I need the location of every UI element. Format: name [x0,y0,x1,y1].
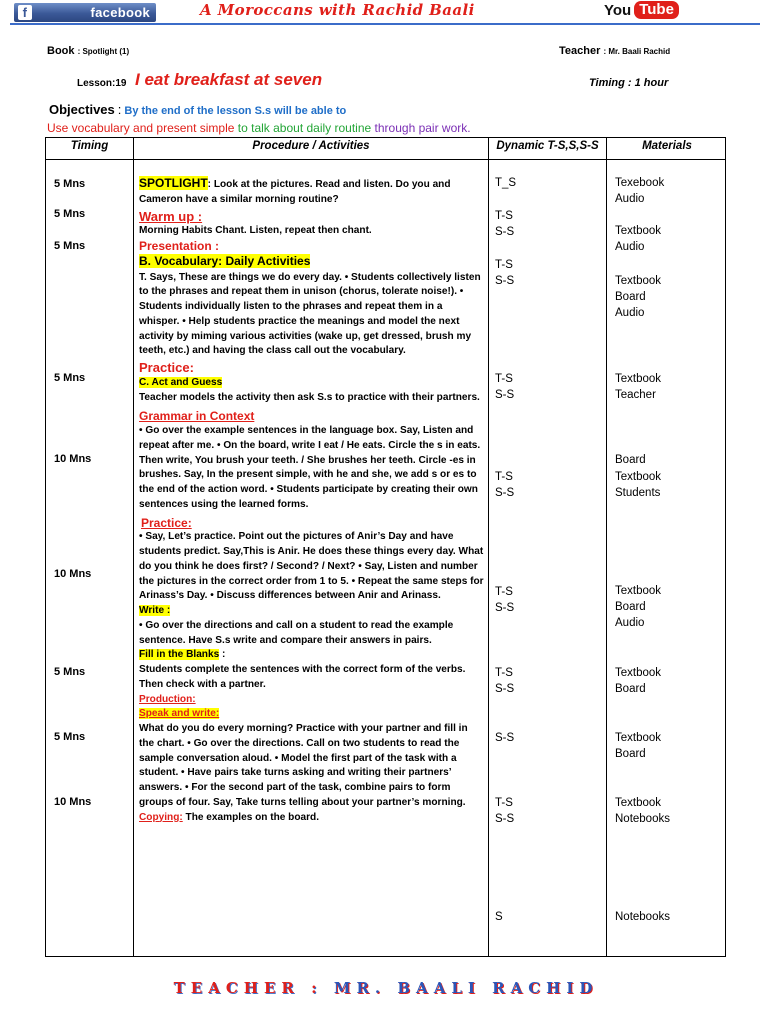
material-cell: Textbook [615,225,662,237]
book-value: : Spotlight (1) [77,47,130,56]
grammar-text: • Go over the example sentences in the language box. Say, Listen and repeat after me. • On the board, write I eat / He eats. Circle the s in eats. Then write, You brush your teeth. / She brushes her teeth. Circle -es in brushes. Say, In the present simple, with he and she, we add s or es to the end of the action word. • Students participate by creating their own sentences using the learned forms. [139,425,481,510]
time-cell: 10 Mns [54,796,92,808]
material-cell: Texebook [615,177,665,189]
teacher-info [559,45,670,57]
dynamic-cell: S-S [495,732,515,744]
time-cell: 5 Mns [54,372,86,384]
dynamic-cell: T-S [495,471,513,483]
objective-part-2: to talk about daily routine [234,121,372,135]
header-procedure: Procedure / Activities [252,140,370,152]
material-cell: Board [615,601,646,613]
speak-write-label: Speak and write: [139,708,220,720]
dynamic-cell: T_S [495,177,517,189]
book-info [47,45,129,57]
dynamic-cell: T-S [495,373,513,385]
material-cell: Audio [615,307,645,319]
book-label: Book [47,45,75,57]
time-cell: 5 Mns [54,208,86,220]
material-cell: Notebooks [615,911,670,923]
objectives-heading [49,102,346,117]
material-cell: Notebooks [615,813,670,825]
youtube-tube-text: Tube [634,1,679,19]
speak-write-text: What do you do every morning? Practice with your partner and fill in the chart. • Go over the directions. Call on two students to read the sample conversation aloud. • Model the first part of the task with a student. • Have pairs take turns asking and writing their partners’ answers. • For the second part of the task, combine pairs to form groups of four. Say, Take turns telling about your partner’s morning. [139,723,468,808]
lesson-number: Lesson:19 [77,78,127,89]
spotlight-block [139,176,485,208]
dynamic-cell: S [495,911,503,923]
dynamic-cell: S-S [495,226,515,238]
dynamic-cell: T-S [495,797,513,809]
practice-2-text: • Say, Let’s practice. Point out the pictures of Anir’s Day and have students predict. Say,This is Anir. He does these things every day. What do you think he does first? / Second? / Next? • Say, Listen and number the pictures in the correct order from 1 to 5. • Repeat the same steps for Arinass’s Day. • Discuss differences between Anir and Arinass. [139,531,484,602]
copying-text: The examples on the board. [182,811,320,823]
spotlight-text: : Look at the pictures. Read and listen. Do you and Cameron have a similar morning routine? [139,179,451,205]
practice-label: Practice: [139,360,194,375]
header-dynamic: Dynamic T-S,S,S-S [496,140,599,152]
header-divider [10,23,760,25]
footer-teacher-name: MR. BAALI RACHID [333,979,599,997]
time-cell: 5 Mns [54,240,86,252]
fill-blanks-text: Students complete the sentences with the correct form of the verbs. Then check with a partner. [139,664,466,690]
time-cell: 5 Mns [54,178,86,190]
presentation-label: Presentation : [139,239,220,253]
material-cell: Board [615,291,646,303]
objectives-label: Objectives [49,102,115,117]
teacher-label: Teacher [559,45,601,57]
facebook-label: facebook [90,5,150,20]
material-cell: Textbook [615,471,662,483]
time-cell: 5 Mns [54,731,86,743]
lesson-title: I eat breakfast at seven [135,70,323,89]
facebook-f-icon: f [18,5,32,20]
dynamic-cell: T-S [495,586,513,598]
vocabulary-label: B. Vocabulary: Daily Activities [139,253,311,268]
objectives-statement [47,121,471,135]
objective-part-1: Use vocabulary and present simple [47,121,235,135]
dynamic-cell: S-S [495,813,515,825]
spotlight-label: SPOTLIGHT [139,176,208,190]
dynamic-cell: T-S [495,259,513,271]
lesson-timing: Timing : 1 hour [589,77,669,89]
header-materials: Materials [642,140,692,152]
youtube-you-text: You [604,1,632,19]
material-cell: Board [615,683,646,695]
header-timing: Timing [70,140,109,152]
production-label: Production: [139,693,196,705]
material-cell: Textbook [615,667,662,679]
dynamic-cell: T-S [495,667,513,679]
warmup-label: Warm up : [139,208,203,224]
act-guess-text: Teacher models the activity then ask S.s to practice with their partners. [139,391,480,403]
footer-teacher-banner [30,979,742,997]
material-cell: Textbook [615,373,662,385]
material-cell: Board [615,454,646,466]
procedure-cell [139,176,485,825]
write-label: Write : [139,605,171,616]
objectives-intro: By the end of the lesson S.s will be able to [124,105,347,117]
time-cell: 10 Mns [54,453,92,465]
fill-blanks-colon: : [219,649,226,661]
vocabulary-text: T. Says, These are things we do every day. • Students collectively listen to the phrases and repeat them in unison (chorus, tolerate noise!). • Students individually listen to the phrases and repeat them in a whisper. • Help students practice the meanings and model the next activity by miming various activities (wake up, get dressed, brush my teeth, etc.) and having the class call out the vocabulary. [139,271,481,357]
material-cell: Textbook [615,275,662,287]
practice-2-label: Practice: [141,515,192,530]
time-cell: 10 Mns [54,568,92,580]
column-divider [606,138,607,956]
header-row-divider [46,159,725,160]
material-cell: Textbook [615,585,662,597]
copying-label: Copying: [139,811,183,823]
column-divider [133,138,134,956]
material-cell: Audio [615,241,645,253]
dynamic-cell: S-S [495,389,515,401]
fill-blanks-label: Fill in the Blanks [139,649,220,661]
objective-part-3: through pair work. [371,121,471,135]
grammar-label: Grammar in Context [139,409,255,424]
column-divider [488,138,489,956]
material-cell: Textbook [615,732,662,744]
act-guess-label: C. Act and Guess [139,376,223,388]
dynamic-cell: S-S [495,487,515,499]
lesson-plan-table [45,137,726,957]
material-cell: Board [615,748,646,760]
dynamic-cell: S-S [495,275,515,287]
objectives-colon: : [117,102,122,117]
dynamic-cell: S-S [495,683,515,695]
channel-title: A Moroccans with Rachid Baali [200,1,475,19]
youtube-logo[interactable] [604,0,679,20]
footer-teacher-label: TEACHER : [173,979,334,997]
warmup-text: Morning Habits Chant. Listen, repeat then chant. [139,225,372,237]
material-cell: Audio [615,193,645,205]
material-cell: Teacher [615,389,656,401]
material-cell: Students [615,487,661,499]
write-text: • Go over the directions and call on a student to read the example sentence. Have S.s write and compare their answers in pairs. [139,619,454,646]
material-cell: Textbook [615,797,662,809]
dynamic-cell: T-S [495,210,513,222]
material-cell: Audio [615,617,645,629]
facebook-logo[interactable] [14,3,156,22]
time-cell: 5 Mns [54,666,86,678]
dynamic-cell: S-S [495,602,515,614]
teacher-value: : Mr. Baali Rachid [603,47,671,56]
